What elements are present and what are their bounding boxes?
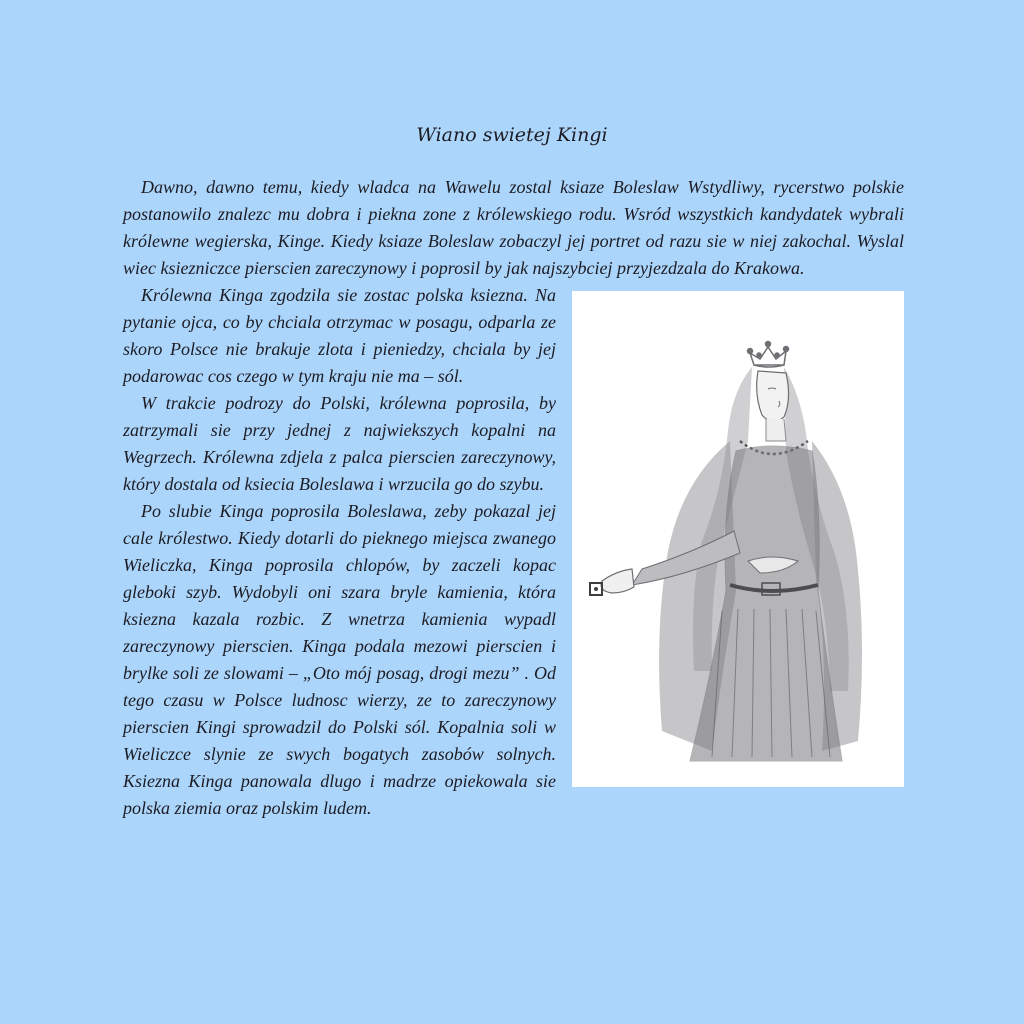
pencil-drawing-crowned-queen-icon bbox=[572, 291, 904, 787]
paragraph-4: Po slubie Kinga poprosila Boleslawa, zeby pokazal jej cale królestwo. Kiedy dotarli do pieknego miejsca zwanego Wieliczka, Kinga poprosila chlopów, by zaczeli kopac gleboki szyb. Wydobyli oni szara bryle kamienia, która ksiezna kazala rozbic. Z wnetrza kamienia wypadl zareczynowy pierscien. Kinga podala mezowi pierscien i brylke soli ze slowami – „Oto mój posag, drogi mezu” . Od tego czasu w Polsce ludnosc wierzy, ze to zareczynowy pierscien Kingi sprowadzil do Polski sól. Kopalnia soli w Wieliczce slynie ze swych bogatych zasobów solnych. Ksiezna Kinga panowala dlugo i madrze opiekowala sie polska ziemia oraz polskim ludem. bbox=[123, 501, 556, 818]
queen-illustration bbox=[572, 291, 904, 787]
document-title: Wiano swietej Kingi bbox=[416, 124, 608, 146]
paragraph-2: Królewna Kinga zgodzila sie zostac polska ksiezna. Na pytanie ojca, co by chciala otrzymac w posagu, odparla ze skoro Polsce nie brakuje zlota i pieniedzy, chciala by jej podarowac cos czego w tym kraju nie ma – sól. bbox=[123, 285, 556, 386]
paragraph-1: Dawno, dawno temu, kiedy wladca na Wawelu zostal ksiaze Boleslaw Wstydliwy, rycerstwo polskie postanowilo znalezc mu dobra i piekna zone z królewskiego rodu. Wsród wszystkich kandydatek wybrali królewne wegierska, Kinge. Kiedy ksiaze Boleslaw zobaczyl jej portret od razu sie w niej zakochal. Wyslal wiec ksiezniczce pierscien zareczynowy i poprosil by jak najszybciej przyjezdzala do Krakowa. bbox=[123, 177, 904, 278]
paragraph-3: W trakcie podrozy do Polski, królewna poprosila, by zatrzymali sie przy jednej z najwiekszych kopalni na Wegrzech. Królewna zdjela z palca pierscien zareczynowy, który dostala od ksiecia Boleslawa i wrzucila go do szybu. bbox=[123, 393, 556, 494]
document-body bbox=[123, 174, 904, 822]
